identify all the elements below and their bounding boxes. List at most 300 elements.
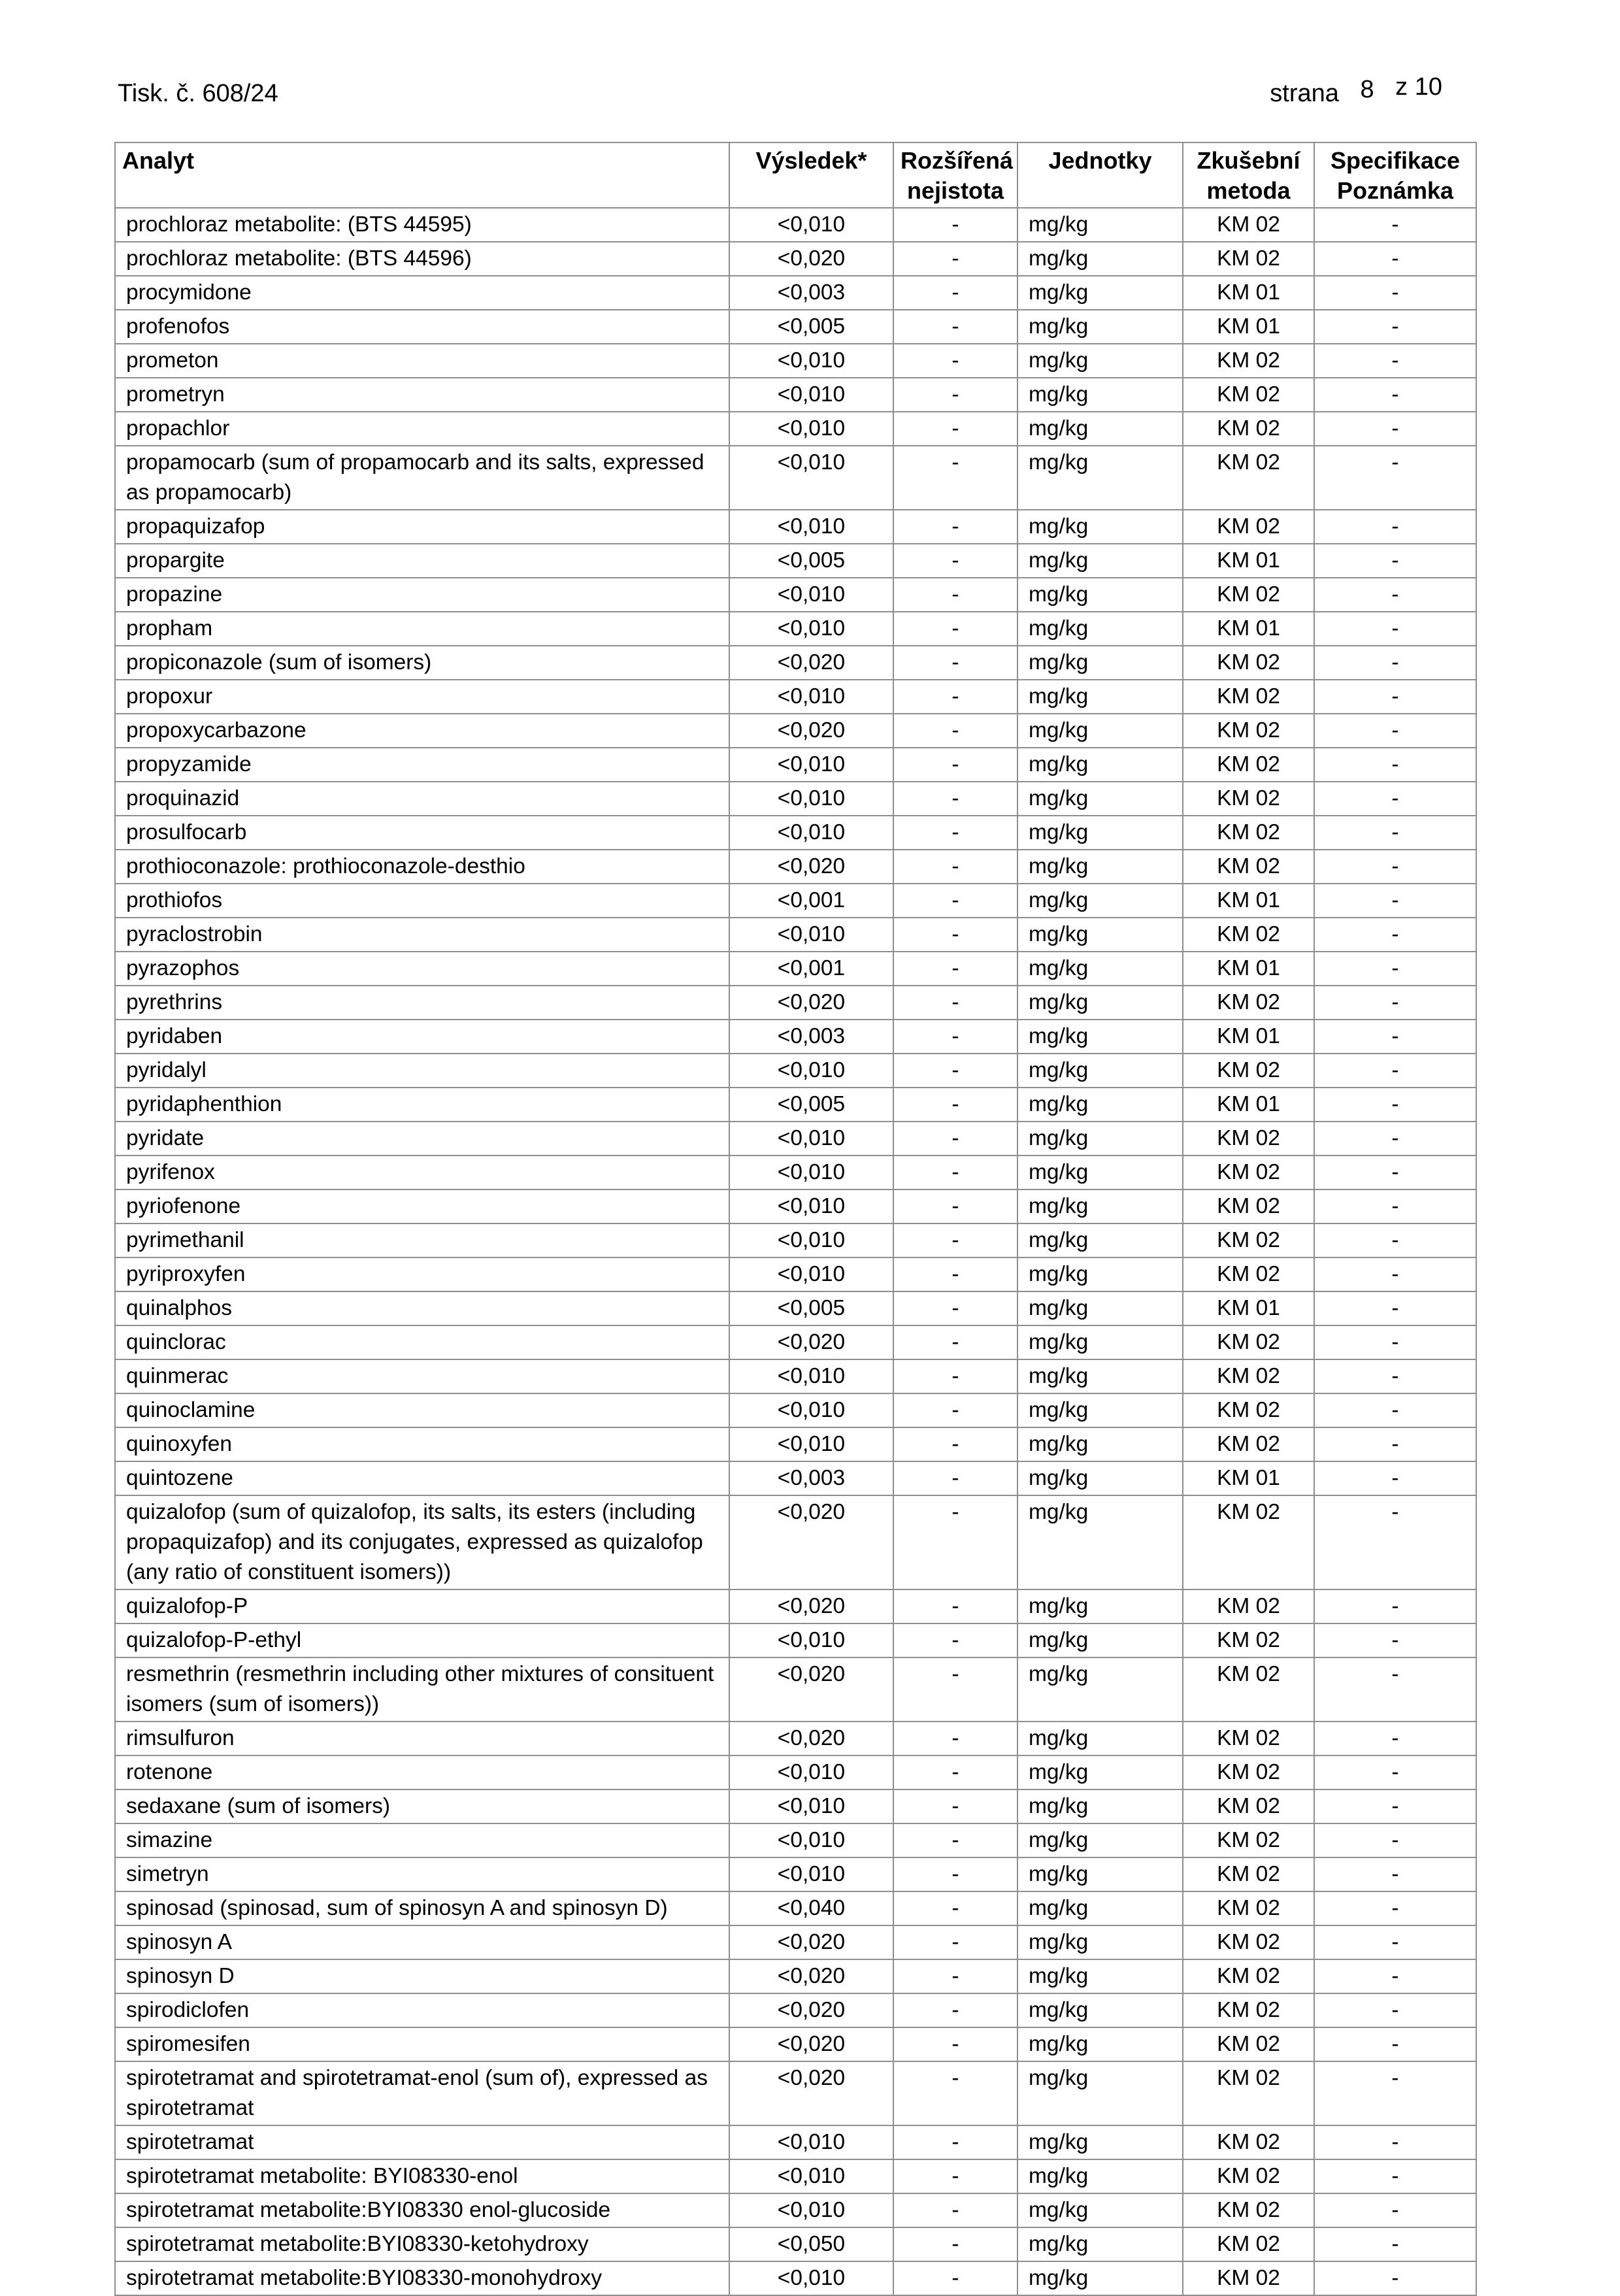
analyte-cell: quintozene <box>115 1461 729 1495</box>
table-row <box>115 1755 1476 1789</box>
result-cell: <0,010 <box>729 1122 893 1156</box>
spec-cell: - <box>1314 1223 1476 1257</box>
uncertainty-cell: - <box>893 208 1017 242</box>
table-row <box>115 816 1476 850</box>
analyte-cell: rotenone <box>115 1755 729 1789</box>
analyte-cell: propoxycarbazone <box>115 714 729 748</box>
uncertainty-cell: - <box>893 612 1017 646</box>
unit-cell: mg/kg <box>1017 952 1183 986</box>
analyte-cell: propamocarb (sum of propamocarb and its salts, expressed as propamocarb) <box>115 446 729 510</box>
uncertainty-cell: - <box>893 2125 1017 2159</box>
uncertainty-cell: - <box>893 1755 1017 1789</box>
page-header <box>118 73 1502 116</box>
table-row <box>115 310 1476 344</box>
result-cell: <0,010 <box>729 446 893 510</box>
result-cell: <0,010 <box>729 412 893 446</box>
uncertainty-cell: - <box>893 1393 1017 1427</box>
method-cell: KM 02 <box>1183 1755 1314 1789</box>
method-cell: KM 02 <box>1183 2125 1314 2159</box>
analyte-cell: quizalofop (sum of quizalofop, its salts, its esters (including propaquizafop) and its conjugates, expressed as quizalofop (any ratio of constituent isomers)) <box>115 1495 729 1589</box>
method-cell: KM 02 <box>1183 510 1314 544</box>
table-row <box>115 1020 1476 1054</box>
result-cell: <0,010 <box>729 1623 893 1657</box>
result-cell: <0,010 <box>729 1054 893 1088</box>
uncertainty-cell: - <box>893 986 1017 1020</box>
method-cell: KM 02 <box>1183 986 1314 1020</box>
analyte-cell: spinosad (spinosad, sum of spinosyn A and spinosyn D) <box>115 1891 729 1925</box>
analyte-cell: simetryn <box>115 1857 729 1891</box>
result-cell: <0,020 <box>729 1993 893 2027</box>
table-row <box>115 1088 1476 1122</box>
table-row <box>115 1223 1476 1257</box>
unit-cell: mg/kg <box>1017 1823 1183 1857</box>
uncertainty-cell: - <box>893 2261 1017 2295</box>
method-cell: KM 02 <box>1183 208 1314 242</box>
result-cell: <0,020 <box>729 242 893 276</box>
spec-cell: - <box>1314 918 1476 952</box>
table-row <box>115 2193 1476 2227</box>
analyte-cell: spirotetramat <box>115 2125 729 2159</box>
method-cell: KM 02 <box>1183 1359 1314 1393</box>
analyte-cell: quinalphos <box>115 1291 729 1325</box>
method-cell: KM 02 <box>1183 1054 1314 1088</box>
result-cell: <0,020 <box>729 1722 893 1755</box>
table-row <box>115 1325 1476 1359</box>
uncertainty-cell: - <box>893 1223 1017 1257</box>
method-cell: KM 02 <box>1183 2261 1314 2295</box>
result-cell: <0,010 <box>729 2125 893 2159</box>
uncertainty-cell: - <box>893 1857 1017 1891</box>
unit-cell: mg/kg <box>1017 1857 1183 1891</box>
spec-cell: - <box>1314 1054 1476 1088</box>
method-cell: KM 01 <box>1183 884 1314 918</box>
spec-cell: - <box>1314 276 1476 310</box>
unit-cell: mg/kg <box>1017 1325 1183 1359</box>
result-cell: <0,020 <box>729 1657 893 1722</box>
analyte-cell: prometon <box>115 344 729 378</box>
spec-cell: - <box>1314 208 1476 242</box>
unit-cell: mg/kg <box>1017 918 1183 952</box>
uncertainty-cell: - <box>893 1925 1017 1959</box>
uncertainty-cell: - <box>893 378 1017 412</box>
uncertainty-cell: - <box>893 1359 1017 1393</box>
result-cell: <0,010 <box>729 510 893 544</box>
unit-cell: mg/kg <box>1017 1755 1183 1789</box>
uncertainty-cell: - <box>893 1156 1017 1190</box>
table-row <box>115 1156 1476 1190</box>
method-cell: KM 02 <box>1183 1122 1314 1156</box>
table-row <box>115 782 1476 816</box>
analyte-cell: propaquizafop <box>115 510 729 544</box>
unit-cell: mg/kg <box>1017 1122 1183 1156</box>
result-cell: <0,010 <box>729 578 893 612</box>
table-row <box>115 2227 1476 2261</box>
table-row <box>115 714 1476 748</box>
table-row <box>115 1789 1476 1823</box>
result-cell: <0,020 <box>729 1495 893 1589</box>
result-cell: <0,020 <box>729 850 893 884</box>
unit-cell: mg/kg <box>1017 578 1183 612</box>
table-row <box>115 1891 1476 1925</box>
analyte-cell: prothiofos <box>115 884 729 918</box>
unit-cell: mg/kg <box>1017 1054 1183 1088</box>
spec-cell: - <box>1314 1257 1476 1291</box>
uncertainty-cell: - <box>893 242 1017 276</box>
method-cell: KM 02 <box>1183 1589 1314 1623</box>
analyte-cell: proquinazid <box>115 782 729 816</box>
table-row <box>115 1393 1476 1427</box>
result-cell: <0,010 <box>729 1257 893 1291</box>
table-row <box>115 242 1476 276</box>
analyte-cell: spinosyn A <box>115 1925 729 1959</box>
result-cell: <0,010 <box>729 1789 893 1823</box>
analyte-cell: prosulfocarb <box>115 816 729 850</box>
method-cell: KM 02 <box>1183 446 1314 510</box>
uncertainty-cell: - <box>893 412 1017 446</box>
result-cell: <0,010 <box>729 1393 893 1427</box>
method-cell: KM 02 <box>1183 748 1314 782</box>
analyte-cell: spirotetramat metabolite:BYI08330 enol-glucoside <box>115 2193 729 2227</box>
uncertainty-cell: - <box>893 1020 1017 1054</box>
unit-cell: mg/kg <box>1017 544 1183 578</box>
result-cell: <0,020 <box>729 2027 893 2061</box>
result-cell: <0,003 <box>729 1020 893 1054</box>
uncertainty-cell: - <box>893 1823 1017 1857</box>
spec-cell: - <box>1314 412 1476 446</box>
result-cell: <0,010 <box>729 378 893 412</box>
unit-cell: mg/kg <box>1017 344 1183 378</box>
analyte-cell: quizalofop-P-ethyl <box>115 1623 729 1657</box>
spec-cell: - <box>1314 1789 1476 1823</box>
method-cell: KM 02 <box>1183 1925 1314 1959</box>
unit-cell: mg/kg <box>1017 2125 1183 2159</box>
analyte-cell: pyridaben <box>115 1020 729 1054</box>
analyte-cell: propargite <box>115 544 729 578</box>
unit-cell: mg/kg <box>1017 208 1183 242</box>
uncertainty-cell: - <box>893 1891 1017 1925</box>
result-cell: <0,010 <box>729 612 893 646</box>
analyte-cell: spiromesifen <box>115 2027 729 2061</box>
unit-cell: mg/kg <box>1017 276 1183 310</box>
uncertainty-cell: - <box>893 1959 1017 1993</box>
method-cell: KM 02 <box>1183 1190 1314 1223</box>
uncertainty-cell: - <box>893 1589 1017 1623</box>
result-cell: <0,010 <box>729 1427 893 1461</box>
table-row <box>115 1722 1476 1755</box>
analyte-cell: pyrazophos <box>115 952 729 986</box>
table-row <box>115 1857 1476 1891</box>
uncertainty-cell: - <box>893 1257 1017 1291</box>
method-cell: KM 01 <box>1183 1461 1314 1495</box>
spec-cell: - <box>1314 1857 1476 1891</box>
table-row <box>115 510 1476 544</box>
unit-cell: mg/kg <box>1017 2027 1183 2061</box>
result-cell: <0,003 <box>729 276 893 310</box>
analyte-cell: sedaxane (sum of isomers) <box>115 1789 729 1823</box>
unit-cell: mg/kg <box>1017 2261 1183 2295</box>
spec-cell: - <box>1314 1823 1476 1857</box>
spec-cell: - <box>1314 2125 1476 2159</box>
table-row <box>115 986 1476 1020</box>
spec-cell: - <box>1314 378 1476 412</box>
spec-cell: - <box>1314 2227 1476 2261</box>
method-cell: KM 02 <box>1183 2061 1314 2125</box>
result-cell: <0,001 <box>729 884 893 918</box>
result-cell: <0,010 <box>729 344 893 378</box>
uncertainty-cell: - <box>893 2227 1017 2261</box>
spec-cell: - <box>1314 1993 1476 2027</box>
uncertainty-cell: - <box>893 544 1017 578</box>
result-cell: <0,020 <box>729 1325 893 1359</box>
unit-cell: mg/kg <box>1017 680 1183 714</box>
method-cell: KM 02 <box>1183 2159 1314 2193</box>
unit-cell: mg/kg <box>1017 1925 1183 1959</box>
table-row <box>115 1359 1476 1393</box>
spec-cell: - <box>1314 1427 1476 1461</box>
spec-cell: - <box>1314 1088 1476 1122</box>
uncertainty-cell: - <box>893 1789 1017 1823</box>
method-cell: KM 02 <box>1183 2027 1314 2061</box>
unit-cell: mg/kg <box>1017 1190 1183 1223</box>
uncertainty-cell: - <box>893 2061 1017 2125</box>
method-cell: KM 01 <box>1183 1088 1314 1122</box>
column-header-method-line1: Zkušební <box>1197 147 1300 174</box>
column-header-analyte: Analyt <box>115 142 729 208</box>
table-row <box>115 378 1476 412</box>
unit-cell: mg/kg <box>1017 1393 1183 1427</box>
unit-cell: mg/kg <box>1017 1461 1183 1495</box>
spec-cell: - <box>1314 1722 1476 1755</box>
uncertainty-cell: - <box>893 1291 1017 1325</box>
table-row <box>115 446 1476 510</box>
method-cell: KM 02 <box>1183 816 1314 850</box>
result-cell: <0,010 <box>729 1190 893 1223</box>
page-word: strana <box>1270 80 1339 107</box>
spec-cell: - <box>1314 1122 1476 1156</box>
analyte-cell: pyraclostrobin <box>115 918 729 952</box>
method-cell: KM 02 <box>1183 782 1314 816</box>
analyte-cell: spirotetramat metabolite:BYI08330-ketohydroxy <box>115 2227 729 2261</box>
unit-cell: mg/kg <box>1017 1722 1183 1755</box>
result-cell: <0,010 <box>729 1223 893 1257</box>
uncertainty-cell: - <box>893 918 1017 952</box>
unit-cell: mg/kg <box>1017 646 1183 680</box>
spec-cell: - <box>1314 680 1476 714</box>
spec-cell: - <box>1314 612 1476 646</box>
method-cell: KM 02 <box>1183 680 1314 714</box>
method-cell: KM 02 <box>1183 1857 1314 1891</box>
table-row <box>115 1589 1476 1623</box>
uncertainty-cell: - <box>893 680 1017 714</box>
table-row <box>115 680 1476 714</box>
column-header-uncertainty-line1: Rozšířená <box>901 147 1014 174</box>
spec-cell: - <box>1314 510 1476 544</box>
table-row <box>115 1823 1476 1857</box>
result-cell: <0,010 <box>729 1823 893 1857</box>
spec-cell: - <box>1314 714 1476 748</box>
spec-cell: - <box>1314 2061 1476 2125</box>
column-header-result: Výsledek* <box>729 142 893 208</box>
column-header-spec-line2: Poznámka <box>1336 177 1454 204</box>
table-row <box>115 884 1476 918</box>
uncertainty-cell: - <box>893 1623 1017 1657</box>
table-row <box>115 578 1476 612</box>
analyte-cell: quinclorac <box>115 1325 729 1359</box>
method-cell: KM 02 <box>1183 1495 1314 1589</box>
page-indicator <box>1270 73 1442 108</box>
analyte-cell: pyriofenone <box>115 1190 729 1223</box>
result-cell: <0,005 <box>729 310 893 344</box>
unit-cell: mg/kg <box>1017 1156 1183 1190</box>
column-header-spec-line1: Specifikace <box>1330 147 1461 174</box>
column-header-spec <box>1314 142 1476 208</box>
unit-cell: mg/kg <box>1017 1088 1183 1122</box>
analyte-cell: simazine <box>115 1823 729 1857</box>
unit-cell: mg/kg <box>1017 2193 1183 2227</box>
uncertainty-cell: - <box>893 1495 1017 1589</box>
spec-cell: - <box>1314 1325 1476 1359</box>
unit-cell: mg/kg <box>1017 1291 1183 1325</box>
method-cell: KM 02 <box>1183 412 1314 446</box>
unit-cell: mg/kg <box>1017 1959 1183 1993</box>
unit-cell: mg/kg <box>1017 2061 1183 2125</box>
result-cell: <0,050 <box>729 2227 893 2261</box>
table-row <box>115 1190 1476 1223</box>
spec-cell: - <box>1314 2261 1476 2295</box>
table-row <box>115 2125 1476 2159</box>
spec-cell: - <box>1314 1020 1476 1054</box>
uncertainty-cell: - <box>893 310 1017 344</box>
result-cell: <0,010 <box>729 782 893 816</box>
method-cell: KM 02 <box>1183 578 1314 612</box>
analyte-cell: quizalofop-P <box>115 1589 729 1623</box>
column-header-uncertainty-line2: nejistota <box>906 177 1004 204</box>
spec-cell: - <box>1314 1461 1476 1495</box>
table-row <box>115 1291 1476 1325</box>
method-cell: KM 02 <box>1183 1959 1314 1993</box>
uncertainty-cell: - <box>893 510 1017 544</box>
column-header-method <box>1183 142 1314 208</box>
unit-cell: mg/kg <box>1017 242 1183 276</box>
method-cell: KM 01 <box>1183 544 1314 578</box>
unit-cell: mg/kg <box>1017 612 1183 646</box>
uncertainty-cell: - <box>893 344 1017 378</box>
analyte-cell: quinmerac <box>115 1359 729 1393</box>
spec-cell: - <box>1314 1623 1476 1657</box>
spec-cell: - <box>1314 1891 1476 1925</box>
result-cell: <0,010 <box>729 1156 893 1190</box>
method-cell: KM 02 <box>1183 242 1314 276</box>
spec-cell: - <box>1314 446 1476 510</box>
uncertainty-cell: - <box>893 850 1017 884</box>
method-cell: KM 02 <box>1183 1156 1314 1190</box>
unit-cell: mg/kg <box>1017 1020 1183 1054</box>
analyte-cell: propham <box>115 612 729 646</box>
analyte-cell: propyzamide <box>115 748 729 782</box>
table-row <box>115 918 1476 952</box>
table-row <box>115 1925 1476 1959</box>
uncertainty-cell: - <box>893 816 1017 850</box>
unit-cell: mg/kg <box>1017 1623 1183 1657</box>
unit-cell: mg/kg <box>1017 782 1183 816</box>
analyte-cell: procymidone <box>115 276 729 310</box>
analyte-cell: spinosyn D <box>115 1959 729 1993</box>
method-cell: KM 02 <box>1183 1623 1314 1657</box>
unit-cell: mg/kg <box>1017 412 1183 446</box>
method-cell: KM 02 <box>1183 1257 1314 1291</box>
uncertainty-cell: - <box>893 952 1017 986</box>
analyte-cell: quinoclamine <box>115 1393 729 1427</box>
spec-cell: - <box>1314 578 1476 612</box>
analyte-cell: prochloraz metabolite: (BTS 44595) <box>115 208 729 242</box>
result-cell: <0,010 <box>729 918 893 952</box>
spec-cell: - <box>1314 1755 1476 1789</box>
table-row <box>115 1959 1476 1993</box>
unit-cell: mg/kg <box>1017 884 1183 918</box>
method-cell: KM 02 <box>1183 1223 1314 1257</box>
method-cell: KM 01 <box>1183 952 1314 986</box>
analyte-cell: pyridate <box>115 1122 729 1156</box>
analyte-cell: propoxur <box>115 680 729 714</box>
analyte-cell: prometryn <box>115 378 729 412</box>
unit-cell: mg/kg <box>1017 1359 1183 1393</box>
spec-cell: - <box>1314 748 1476 782</box>
result-cell: <0,010 <box>729 2159 893 2193</box>
analyte-cell: quinoxyfen <box>115 1427 729 1461</box>
table-row <box>115 412 1476 446</box>
uncertainty-cell: - <box>893 646 1017 680</box>
column-header-method-line2: metoda <box>1206 177 1291 204</box>
document-number: Tisk. č. 608/24 <box>118 80 278 107</box>
result-cell: <0,020 <box>729 1589 893 1623</box>
analyte-cell: pyridaphenthion <box>115 1088 729 1122</box>
spec-cell: - <box>1314 850 1476 884</box>
table-row <box>115 748 1476 782</box>
result-cell: <0,003 <box>729 1461 893 1495</box>
table-row <box>115 1257 1476 1291</box>
table-row <box>115 1054 1476 1088</box>
method-cell: KM 02 <box>1183 1789 1314 1823</box>
result-cell: <0,020 <box>729 1925 893 1959</box>
method-cell: KM 02 <box>1183 1393 1314 1427</box>
spec-cell: - <box>1314 986 1476 1020</box>
spec-cell: - <box>1314 646 1476 680</box>
spec-cell: - <box>1314 1959 1476 1993</box>
table-row <box>115 1122 1476 1156</box>
unit-cell: mg/kg <box>1017 1993 1183 2027</box>
analyte-cell: prochloraz metabolite: (BTS 44596) <box>115 242 729 276</box>
method-cell: KM 01 <box>1183 1291 1314 1325</box>
spec-cell: - <box>1314 544 1476 578</box>
analyte-cell: profenofos <box>115 310 729 344</box>
method-cell: KM 02 <box>1183 1427 1314 1461</box>
spec-cell: - <box>1314 782 1476 816</box>
table-row <box>115 612 1476 646</box>
unit-cell: mg/kg <box>1017 2227 1183 2261</box>
analyte-cell: resmethrin (resmethrin including other mixtures of consituent isomers (sum of isomers)) <box>115 1657 729 1722</box>
unit-cell: mg/kg <box>1017 1223 1183 1257</box>
table-row <box>115 952 1476 986</box>
analyte-cell: spirodiclofen <box>115 1993 729 2027</box>
analyte-cell: pyrifenox <box>115 1156 729 1190</box>
table-row <box>115 2027 1476 2061</box>
uncertainty-cell: - <box>893 1461 1017 1495</box>
spec-cell: - <box>1314 1359 1476 1393</box>
unit-cell: mg/kg <box>1017 1495 1183 1589</box>
result-cell: <0,010 <box>729 816 893 850</box>
analyte-cell: spirotetramat and spirotetramat-enol (sum of), expressed as spirotetramat <box>115 2061 729 2125</box>
spec-cell: - <box>1314 884 1476 918</box>
